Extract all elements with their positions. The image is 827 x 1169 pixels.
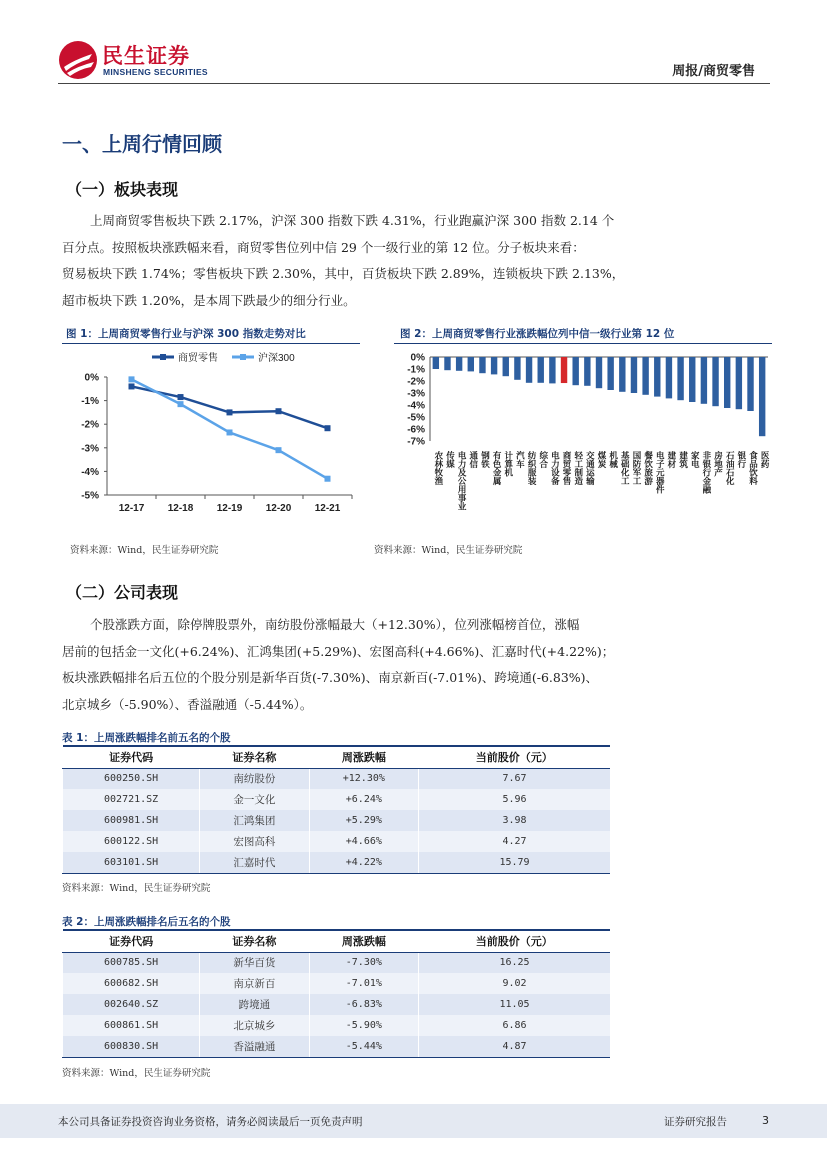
y-tick-label: -4% xyxy=(407,400,425,412)
series-line xyxy=(132,379,328,478)
bar xyxy=(538,357,544,383)
table-cell: 6.86 xyxy=(419,1015,610,1036)
paragraph-line: 个股涨跌方面，除停牌股票外，南纺股份涨幅最大（+12.30%），位列涨幅榜首位，涨幅 xyxy=(90,617,580,632)
category-label: 机械 xyxy=(608,451,619,468)
column-header: 周涨跌幅 xyxy=(309,930,418,952)
table-cell: -6.83% xyxy=(309,994,418,1015)
bar xyxy=(526,357,532,383)
x-tick-label: 12-17 xyxy=(118,503,145,514)
sector-paragraph xyxy=(62,208,632,314)
bar xyxy=(491,357,497,374)
bar xyxy=(596,357,602,388)
bar xyxy=(456,357,462,371)
table-row xyxy=(63,973,611,994)
table-cell: 南纺股份 xyxy=(200,768,309,789)
category-label: 建筑 xyxy=(678,451,689,468)
category-label: 轻工制造 xyxy=(573,451,584,485)
table-cell: 3.98 xyxy=(419,810,610,831)
category-label: 综合 xyxy=(538,451,549,468)
table-cell: 汇鸿集团 xyxy=(200,810,309,831)
table-cell: 15.79 xyxy=(419,852,610,873)
bar xyxy=(468,357,474,371)
column-header: 当前股价（元） xyxy=(419,746,610,768)
y-tick-label: -5% xyxy=(81,490,99,502)
table-cell: 北京城乡 xyxy=(200,1015,309,1036)
category-label: 电力设备 xyxy=(550,451,561,485)
table-cell: 603101.SH xyxy=(63,852,200,873)
category-label: 医药 xyxy=(760,451,771,468)
table2-source: 资料来源：Wind，民生证券研究院 xyxy=(62,1068,211,1079)
table-cell: -5.44% xyxy=(309,1036,418,1057)
table-cell: -5.90% xyxy=(309,1015,418,1036)
table-row xyxy=(63,810,611,831)
data-point xyxy=(178,401,184,407)
bar xyxy=(514,357,520,380)
bar xyxy=(736,357,742,409)
figure2-title: 图 2：上周商贸零售行业涨跌幅位列中信一级行业第 12 位 xyxy=(400,328,675,340)
subsection-title-sector: （一）板块表现 xyxy=(66,180,179,199)
table-header-row xyxy=(63,930,611,952)
category-label: 有色金属 xyxy=(492,451,503,485)
logo-mark-icon xyxy=(58,40,98,80)
table-cell: 南京新百 xyxy=(200,973,309,994)
y-tick-label: -5% xyxy=(407,412,425,424)
table-cell: 600981.SH xyxy=(63,810,200,831)
bar xyxy=(666,357,672,398)
page-number: 3 xyxy=(762,1114,769,1127)
top-losers-table xyxy=(62,929,610,1058)
bar xyxy=(631,357,637,393)
page-footer xyxy=(0,1104,827,1138)
category-label: 石油石化 xyxy=(725,451,736,485)
table-cell: 5.96 xyxy=(419,789,610,810)
table-cell: -7.30% xyxy=(309,952,418,973)
header-divider xyxy=(58,83,770,84)
y-tick-label: -6% xyxy=(407,424,425,436)
table-cell: +4.22% xyxy=(309,852,418,873)
y-tick-label: 0% xyxy=(410,352,425,364)
category-label: 纺织服装 xyxy=(527,451,538,485)
table-row xyxy=(63,1015,611,1036)
y-tick-label: -7% xyxy=(407,436,425,448)
category-label: 电力及公用事业 xyxy=(457,451,468,511)
table-cell: 7.67 xyxy=(419,768,610,789)
table1-source: 资料来源：Wind，民生证券研究院 xyxy=(62,883,211,894)
table-cell: +12.30% xyxy=(309,768,418,789)
bar xyxy=(503,357,509,376)
table-row xyxy=(63,852,611,873)
category-label: 餐饮旅游 xyxy=(643,451,654,485)
bar xyxy=(561,357,567,383)
category-label: 交通运输 xyxy=(585,451,596,485)
column-header: 证券名称 xyxy=(200,930,309,952)
category-label: 食品饮料 xyxy=(748,451,759,485)
paragraph-line: 上周商贸零售板块下跌 2.17%，沪深 300 指数下跌 4.31%，行业跑赢沪深 300 指数 2.14 个 xyxy=(90,213,615,228)
category-label: 煤炭 xyxy=(597,451,607,468)
category-label: 家电 xyxy=(690,451,701,468)
table-cell: 600250.SH xyxy=(63,768,200,789)
subsection-title-company: （二）公司表现 xyxy=(66,583,179,602)
logo-text-en: MINSHENG SECURITIES xyxy=(103,67,208,77)
table-cell: 002721.SZ xyxy=(63,789,200,810)
column-header: 证券代码 xyxy=(63,746,200,768)
footer-disclaimer: 本公司具备证券投资咨询业务资格，请务必阅读最后一页免责声明 xyxy=(58,1116,363,1128)
bar xyxy=(712,357,718,406)
figure1-title: 图 1：上周商贸零售行业与沪深 300 指数走势对比 xyxy=(66,328,306,340)
data-point xyxy=(227,429,233,435)
y-tick-label: -2% xyxy=(81,419,99,431)
bar xyxy=(747,357,753,411)
x-tick-label: 12-19 xyxy=(216,503,243,514)
table-cell: 汇嘉时代 xyxy=(200,852,309,873)
table-cell: -7.01% xyxy=(309,973,418,994)
page-header xyxy=(0,0,827,90)
data-point xyxy=(129,383,135,389)
table-row xyxy=(63,768,611,789)
bar xyxy=(689,357,695,402)
bar xyxy=(549,357,555,383)
legend-marker xyxy=(240,354,246,360)
category-label: 非银行金融 xyxy=(701,451,712,494)
table-cell: 002640.SZ xyxy=(63,994,200,1015)
y-tick-label: -3% xyxy=(81,443,99,455)
table-row xyxy=(63,1036,611,1057)
category-label: 国防军工 xyxy=(631,451,642,485)
report-type: 周报/商贸零售 xyxy=(672,64,755,79)
top-gainers-table xyxy=(62,745,610,874)
column-header: 当前股价（元） xyxy=(419,930,610,952)
category-label: 房地产 xyxy=(713,451,724,477)
paragraph-line: 超市板块下跌 1.20%，是本周下跌最少的细分行业。 xyxy=(62,292,356,308)
y-tick-label: -1% xyxy=(407,364,425,376)
category-label: 农林牧渔 xyxy=(433,451,444,485)
y-tick-label: -3% xyxy=(407,388,425,400)
data-point xyxy=(129,376,135,382)
category-label: 钢铁 xyxy=(480,451,491,468)
company-paragraph xyxy=(62,612,632,718)
x-tick-label: 12-21 xyxy=(314,503,341,514)
y-tick-label: -2% xyxy=(407,376,425,388)
table-row xyxy=(63,831,611,852)
table-row xyxy=(63,994,611,1015)
legend-label: 沪深300 xyxy=(258,353,295,364)
category-label: 电子元器件 xyxy=(655,451,666,494)
bar xyxy=(572,357,578,385)
bar xyxy=(677,357,683,400)
company-logo xyxy=(58,40,228,80)
paragraph-line: 居前的包括金一文化(+6.24%)、汇鸿集团(+5.29%)、宏图高科(+4.66%)、汇嘉时代(+4.22%)； xyxy=(62,643,615,659)
column-header: 证券代码 xyxy=(63,930,200,952)
bar xyxy=(607,357,613,390)
bar xyxy=(701,357,707,404)
bar xyxy=(642,357,648,395)
paragraph-line: 北京城乡（-5.90%）、香溢融通（-5.44%）。 xyxy=(62,696,313,712)
table2-title: 表 2：上周涨跌幅排名后五名的个股 xyxy=(62,916,231,928)
logo-text-cn: 民生证券 xyxy=(102,44,190,68)
paragraph-line: 贸易板块下跌 1.74%；零售板块下跌 2.30%，其中，百货板块下跌 2.89%，连锁板块下跌 2.13%， xyxy=(62,266,625,281)
paragraph-line: 百分点。按照板块涨跌幅来看，商贸零售位列中信 29 个一级行业的第 12 位。分子板块来看： xyxy=(62,239,585,255)
data-point xyxy=(325,425,331,431)
figure2-source: 资料来源：Wind，民生证券研究院 xyxy=(374,545,523,556)
table-cell: 4.87 xyxy=(419,1036,610,1057)
table-cell: 600830.SH xyxy=(63,1036,200,1057)
series-line xyxy=(132,386,328,428)
paragraph-line: 板块涨跌幅排名后五位的个股分别是新华百货(-7.30%)、南京新百(-7.01%)、跨境通(-6.83%)、 xyxy=(62,670,599,685)
bar xyxy=(724,357,730,408)
x-tick-label: 12-18 xyxy=(167,503,194,514)
table-cell: 16.25 xyxy=(419,952,610,973)
table-header-row xyxy=(63,746,611,768)
category-label: 基础化工 xyxy=(620,451,631,485)
data-point xyxy=(276,408,282,414)
figure1-line-chart xyxy=(62,345,362,525)
table-cell: 金一文化 xyxy=(200,789,309,810)
table-cell: 600122.SH xyxy=(63,831,200,852)
y-tick-label: 0% xyxy=(84,372,99,384)
table1-title: 表 1：上周涨跌幅排名前五名的个股 xyxy=(62,732,231,744)
category-label: 计算机 xyxy=(503,451,514,477)
bar xyxy=(444,357,450,370)
x-tick-label: 12-20 xyxy=(265,503,292,514)
figure1-divider xyxy=(62,343,360,344)
figure1-source: 资料来源：Wind，民生证券研究院 xyxy=(70,545,219,556)
table-cell: 600682.SH xyxy=(63,973,200,994)
y-tick-label: -1% xyxy=(81,396,99,408)
category-label: 通信 xyxy=(468,451,479,468)
figure2-divider xyxy=(394,343,772,344)
figure2-bar-chart xyxy=(394,345,774,525)
section-title: 一、上周行情回顾 xyxy=(62,132,222,156)
table-cell: 9.02 xyxy=(419,973,610,994)
bar xyxy=(433,357,439,369)
data-point xyxy=(227,409,233,415)
data-point xyxy=(325,476,331,482)
table-cell: 600785.SH xyxy=(63,952,200,973)
legend-marker xyxy=(160,354,166,360)
footer-label: 证券研究报告 xyxy=(664,1116,727,1128)
table-row xyxy=(63,952,611,973)
bar xyxy=(759,357,765,436)
legend-label: 商贸零售 xyxy=(178,353,218,364)
column-header: 证券名称 xyxy=(200,746,309,768)
data-point xyxy=(178,394,184,400)
table-cell: 600861.SH xyxy=(63,1015,200,1036)
bar xyxy=(619,357,625,392)
category-label: 传媒 xyxy=(445,451,456,468)
bar xyxy=(654,357,660,397)
column-header: 周涨跌幅 xyxy=(309,746,418,768)
bar xyxy=(584,357,590,386)
table-cell: +5.29% xyxy=(309,810,418,831)
category-label: 汽车 xyxy=(515,451,526,468)
table-cell: 11.05 xyxy=(419,994,610,1015)
table-cell: 香溢融通 xyxy=(200,1036,309,1057)
category-label: 建材 xyxy=(666,451,677,468)
category-label: 商贸零售 xyxy=(562,451,573,485)
category-label: 银行 xyxy=(736,451,747,468)
data-point xyxy=(276,447,282,453)
bar xyxy=(479,357,485,373)
table-cell: +6.24% xyxy=(309,789,418,810)
table-cell: 宏图高科 xyxy=(200,831,309,852)
y-tick-label: -4% xyxy=(81,466,99,478)
table-cell: 新华百货 xyxy=(200,952,309,973)
table-cell: 跨境通 xyxy=(200,994,309,1015)
table-cell: 4.27 xyxy=(419,831,610,852)
table-cell: +4.66% xyxy=(309,831,418,852)
table-row xyxy=(63,789,611,810)
